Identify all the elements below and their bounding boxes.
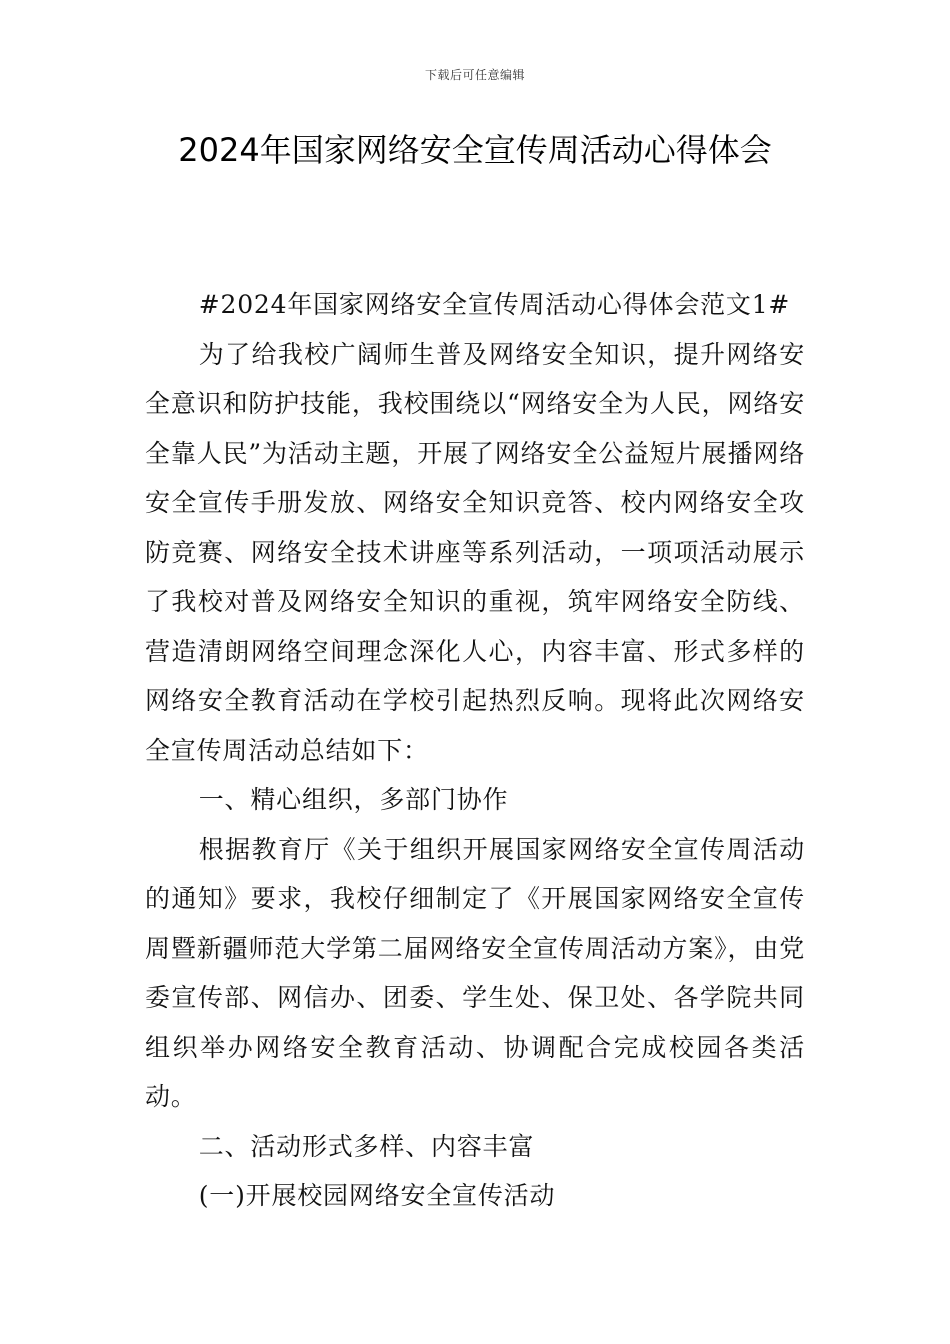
subheading: 二、活动形式多样、内容丰富 — [198, 1131, 535, 1161]
document-body — [145, 280, 805, 1221]
body-paragraph: 为了给我校广阔师生普及网络安全知识，提升网络安全意识和防护技能，我校围绕以“网络安全为人民，网络安全靠人民”为活动主题，开展了网络安全公益短片展播网络安全宣传手册发放、网络安全知识竞答、校内网络安全攻防竞赛、网络安全技术讲座等系列活动，一项项活动展示了我校对普及网络安全知识的重视，筑牢网络安全防线、营造清朗网络空间理念深化人心，内容丰富、形式多样的网络安全教育活动在学校引起热烈反响。现将此次网络安全宣传周活动总结如下： — [145, 339, 805, 765]
subheading: 一、精心组织，多部门协作 — [198, 785, 509, 814]
document-title: 2024年国家网络安全宣传周活动心得体会 — [178, 131, 772, 169]
section-heading: #2024年国家网络安全宣传周活动心得体会范文1# — [198, 290, 791, 319]
header-note: 下载后可任意编辑 — [424, 68, 525, 82]
body-paragraph: 根据教育厅《关于组织开展国家网络安全宣传周活动的通知》要求，我校仔细制定了《开展国家网络安全宣传周暨新疆师范大学第二届网络安全宣传周活动方案》，由党委宣传部、网信办、团委、学生处、保卫处、各学院共同组织举办网络安全教育活动、协调配合完成校园各类活动。 — [145, 834, 805, 1111]
subheading: (一)开展校园网络安全宣传活动 — [198, 1181, 556, 1210]
